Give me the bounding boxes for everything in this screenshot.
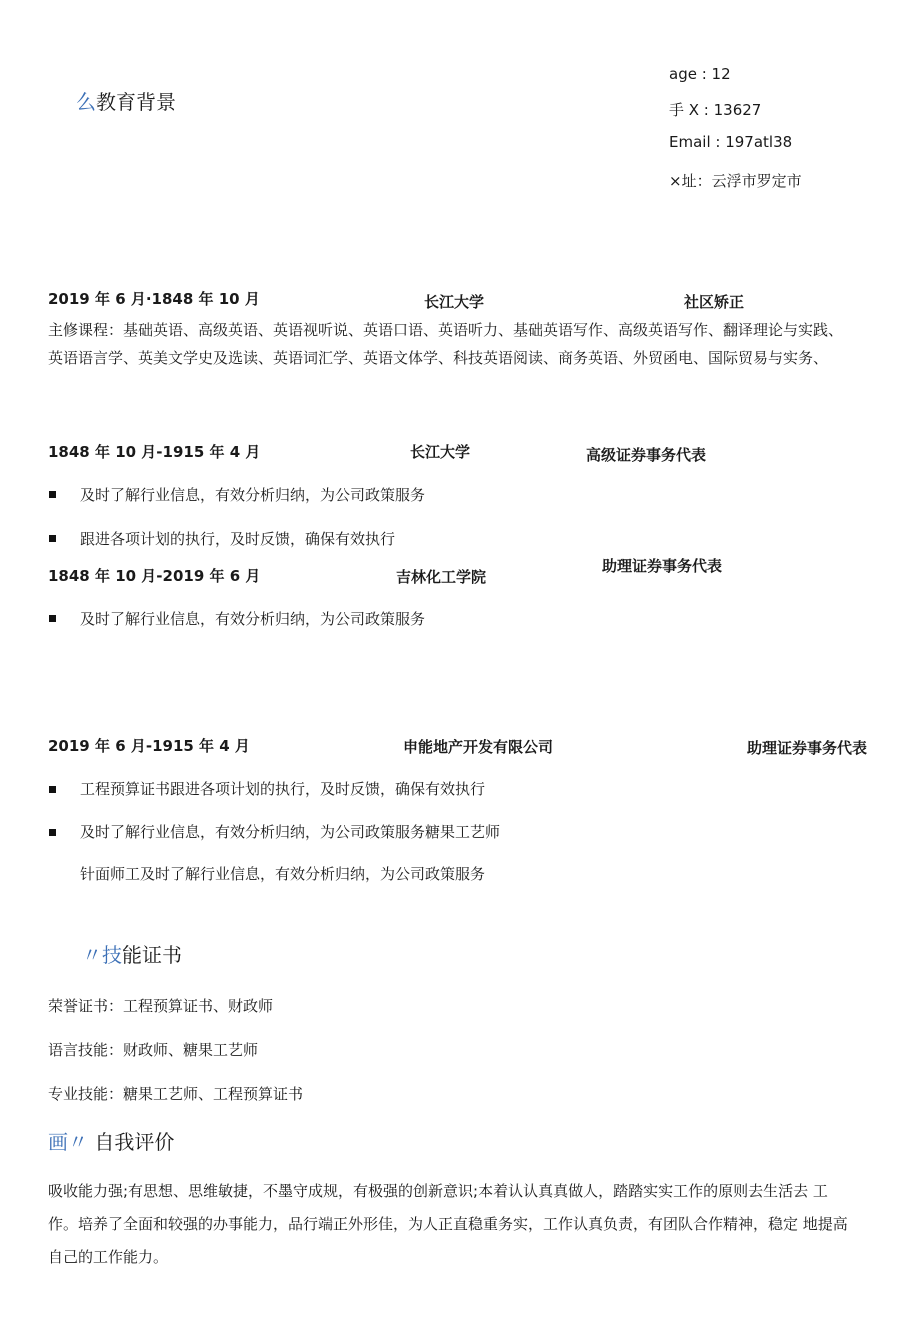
experience-3-bullet-3: 针面师工及时了解行业信息，有效分析归纳，为公司政策服务 [80, 865, 486, 883]
skills-language: 语言技能：财政师、糖果工艺师 [48, 1041, 259, 1059]
education-major: 社区矫正 [684, 293, 745, 311]
contact-age: age : 12 [669, 65, 731, 83]
education-courses-line1: 主修课程：基础英语、高级英语、英语视听说、英语口语、英语听力、基础英语写作、高级英语写作、翻译理论与实践、 [48, 321, 844, 339]
experience-3-date: 2019 年 6 月-1915 年 4 月 [48, 737, 250, 755]
self-eval-section-title [48, 1126, 174, 1155]
contact-phone: 手 X : 13627 [669, 101, 762, 119]
experience-3-bullet-1: 工程预算证书跟进各项计划的执行，及时反馈，确保有效执行 [80, 780, 486, 798]
self-eval-line1: 吸收能力强;有思想、思维敏捷，不墨守成规，有极强的创新意识;本着认认真真做人，踏踏实实工作的原则去生活去 工 [48, 1182, 828, 1200]
experience-2-bullet-1: 及时了解行业信息，有效分析归纳，为公司政策服务 [80, 610, 426, 628]
experience-3-bullet-3-clip [48, 862, 648, 883]
skills-professional: 专业技能：糖果工艺师、工程预算证书 [48, 1085, 304, 1103]
skills-section-icon: 〃技 [82, 943, 122, 967]
bullet-icon [49, 535, 56, 542]
self-eval-title-text: 自我评价 [94, 1130, 175, 1154]
skills-section-title [82, 939, 182, 968]
experience-1-bullet-1: 及时了解行业信息，有效分析归纳，为公司政策服务 [80, 486, 426, 504]
experience-1-date: 1848 年 10 月-1915 年 4 月 [48, 443, 261, 461]
contact-email: Email : 197atl38 [669, 133, 793, 151]
self-eval-line2: 作。培养了全面和较强的办事能力，品行端正外形佳，为人正直稳重务实，工作认真负责，有团队合作精神，稳定 地提高 [48, 1215, 848, 1233]
education-courses-line2: 英语语言学、英美文学史及选读、英语词汇学、英语文体学、科技英语阅读、商务英语、外贸函电、国际贸易与实务、 [48, 349, 829, 367]
experience-1-role: 高级证券事务代表 [586, 446, 707, 464]
self-eval-line3: 自己的工作能力。 [48, 1248, 169, 1266]
skills-professional-clip [48, 1083, 448, 1103]
experience-1-org: 长江大学 [410, 443, 471, 461]
bullet-icon [49, 491, 56, 498]
education-title-text: 教育背景 [96, 90, 176, 114]
experience-2-date: 1848 年 10 月-2019 年 6 月 [48, 567, 261, 585]
experience-2-org: 吉林化工学院 [396, 568, 487, 586]
experience-2-role: 助理证券事务代表 [602, 557, 723, 575]
experience-3-org: 申能地产开发有限公司 [403, 738, 554, 756]
bullet-icon [49, 615, 56, 622]
contact-address: ×址：云浮市罗定市 [669, 172, 802, 190]
bullet-icon [49, 786, 56, 793]
education-section-icon: 么 [76, 90, 96, 114]
self-eval-section-icon: 画〃 [48, 1130, 88, 1154]
experience-3-bullet-2: 及时了解行业信息，有效分析归纳，为公司政策服务糖果工艺师 [80, 823, 501, 841]
skills-title-text: 能证书 [122, 943, 182, 967]
education-school: 长江大学 [424, 293, 485, 311]
experience-3-role: 助理证券事务代表 [747, 739, 868, 757]
experience-1-bullet-2: 跟进各项计划的执行，及时反馈，确保有效执行 [80, 530, 396, 548]
education-date: 2019 年 6 月·1848 年 10 月 [48, 290, 260, 308]
education-section-title [76, 86, 176, 115]
skills-honors: 荣誉证书：工程预算证书、财政师 [48, 997, 274, 1015]
bullet-icon [49, 829, 56, 836]
